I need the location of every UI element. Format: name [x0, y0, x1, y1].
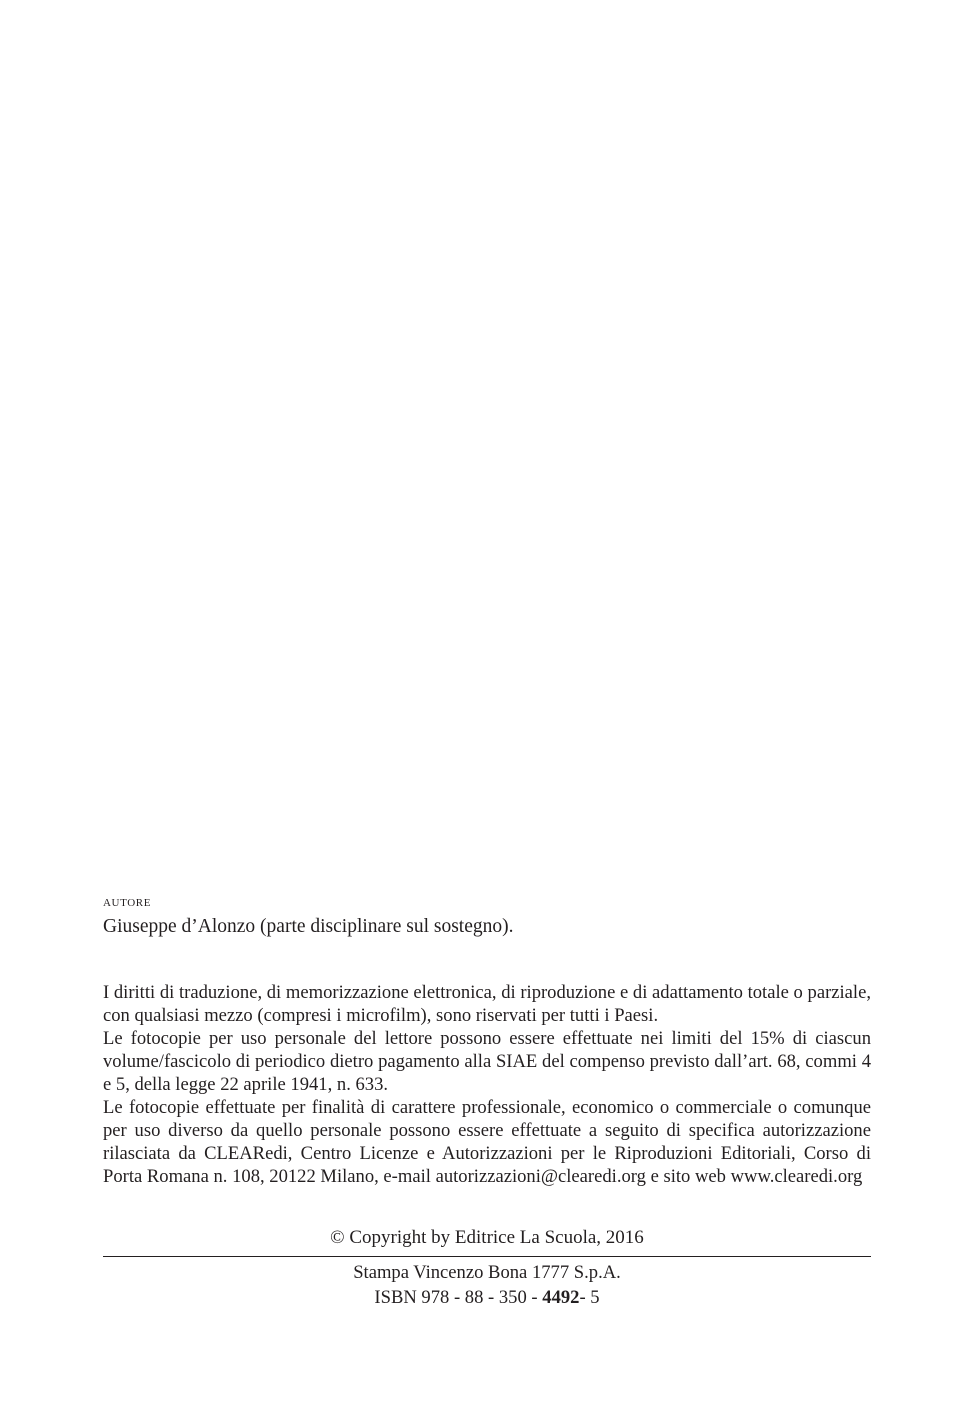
isbn-line [103, 1286, 871, 1310]
rights-paragraph-professional-photocopies: Le fotocopie effettuate per finalità di carattere professionale, economico o commerciale o comunque per uso diverso da quello personale possono essere effettuate a seguito di specifica autorizzazione rilasciata da CLEARedi, Centro Licenze e Autorizzazioni per le Riproduzioni Editoriali, Corso di Porta Romana n. 108, 20122 Milano, e-mail autorizzazioni@clearedi.org e sito web www.clearedi.org [103, 1097, 871, 1187]
author-heading: autore [103, 893, 152, 910]
author-text: Giuseppe d’Alonzo (parte disciplinare sul sostegno). [103, 916, 514, 937]
isbn-prefix: ISBN 978 - 88 - 350 - [374, 1287, 543, 1308]
isbn-suffix: - 5 [579, 1287, 600, 1308]
printer-line: Stampa Vincenzo Bona 1777 S.p.A. [353, 1262, 621, 1283]
copyright-page [103, 0, 871, 1417]
copyright-line: © Copyright by Editrice La Scuola, 2016 [330, 1227, 644, 1248]
rights-paragraph-translation: I diritti di traduzione, di memorizzazione elettronica, di riproduzione e di adattamento totale o parziale, con qualsiasi mezzo (compresi i microfilm), sono riservati per tutti i Paesi. [103, 982, 871, 1026]
divider-rule [103, 1256, 871, 1257]
isbn-bold-segment: 4492 [542, 1287, 580, 1308]
rights-notice [103, 981, 871, 1188]
author-block [103, 893, 871, 939]
rights-paragraph-personal-photocopies: Le fotocopie per uso personale del lettore possono essere effettuate nei limiti del 15% di ciascun volume/fascicolo di periodico dietro pagamento alla SIAE del compenso previsto dall’art. 68, commi 4 e 5, della legge 22 aprile 1941, n. 633. [103, 1028, 871, 1095]
